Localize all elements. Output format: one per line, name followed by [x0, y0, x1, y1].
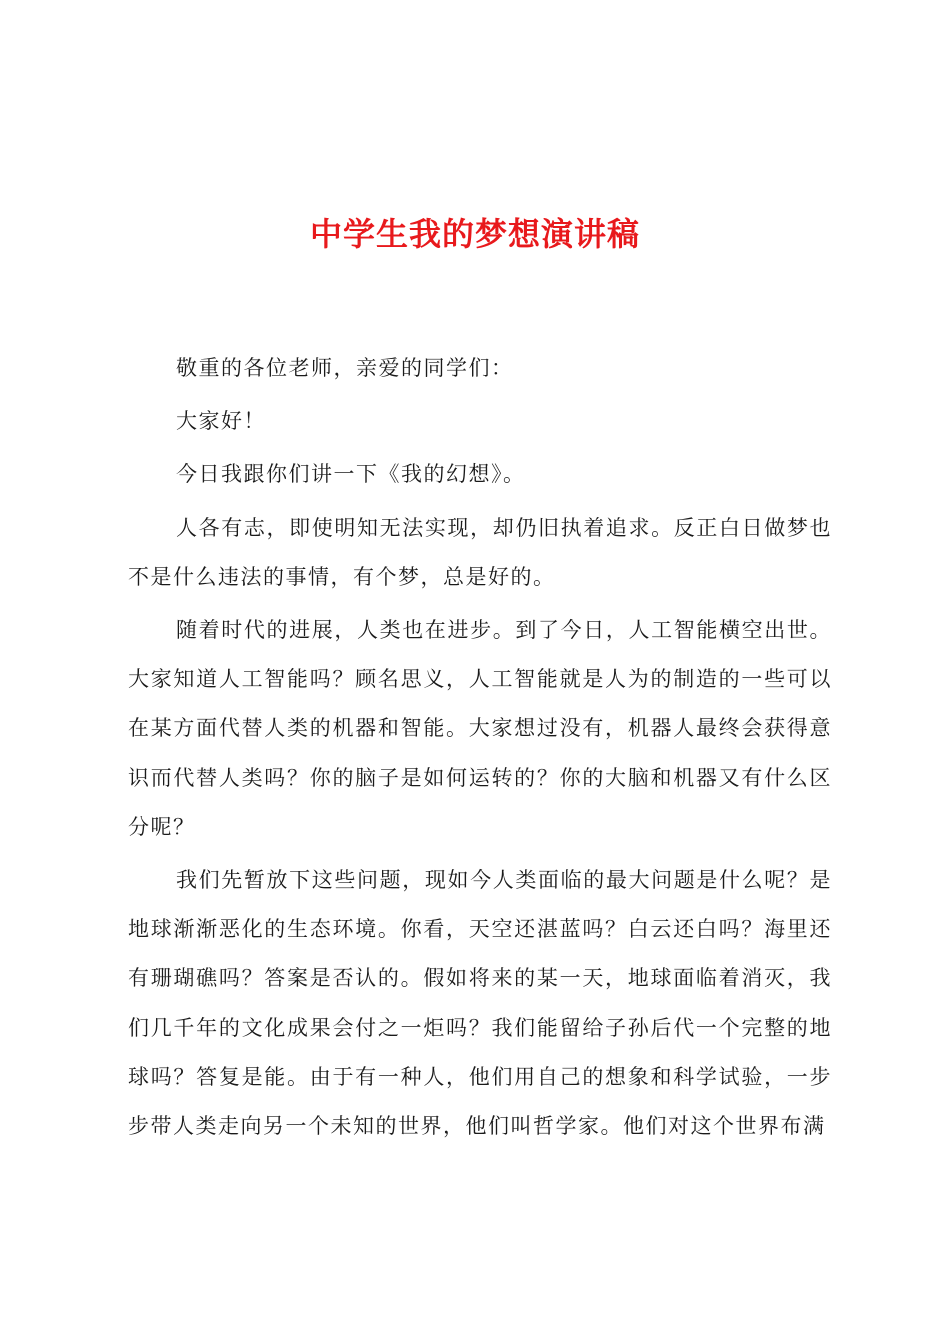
paragraph-ambition: 人各有志，即使明知无法实现，却仍旧执着追求。反正白日做梦也不是什么违法的事情，有个梦，总是好的。 [128, 515, 832, 589]
document-title: 中学生我的梦想演讲稿 [309, 215, 640, 253]
document-body [128, 344, 832, 1155]
paragraph-greeting: 敬重的各位老师，亲爱的同学们： [176, 356, 514, 380]
paragraph-hello: 大家好！ [176, 409, 266, 434]
paragraph-intro: 今日我跟你们讲一下《我的幻想》。 [176, 462, 526, 487]
paragraph-environment: 我们先暂放下这些问题，现如今人类面临的最大问题是什么呢？是地球渐渐恶化的生态环境。你看，天空还湛蓝吗？白云还白吗？海里还有珊瑚礁吗？答案是否认的。假如将来的某一天，地球面临着消灭，我们几千年的文化成果会付之一炬吗？我们能留给子孙后代一个完整的地球吗？答复是能。由于有一种人，他们用自己的想象和科学试验，一步步带人类走向另一个未知的世界，他们叫哲学家。他们对这个世界布满 [128, 868, 832, 1139]
paragraph-ai: 随着时代的进展，人类也在进步。到了今日，人工智能横空出世。大家知道人工智能吗？顾名思义，人工智能就是人为的制造的一些可以在某方面代替人类的机器和智能。大家想过没有，机器人最终会获得意识而代替人类吗？你的脑子是如何运转的？你的大脑和机器又有什么区分呢？ [128, 618, 832, 839]
